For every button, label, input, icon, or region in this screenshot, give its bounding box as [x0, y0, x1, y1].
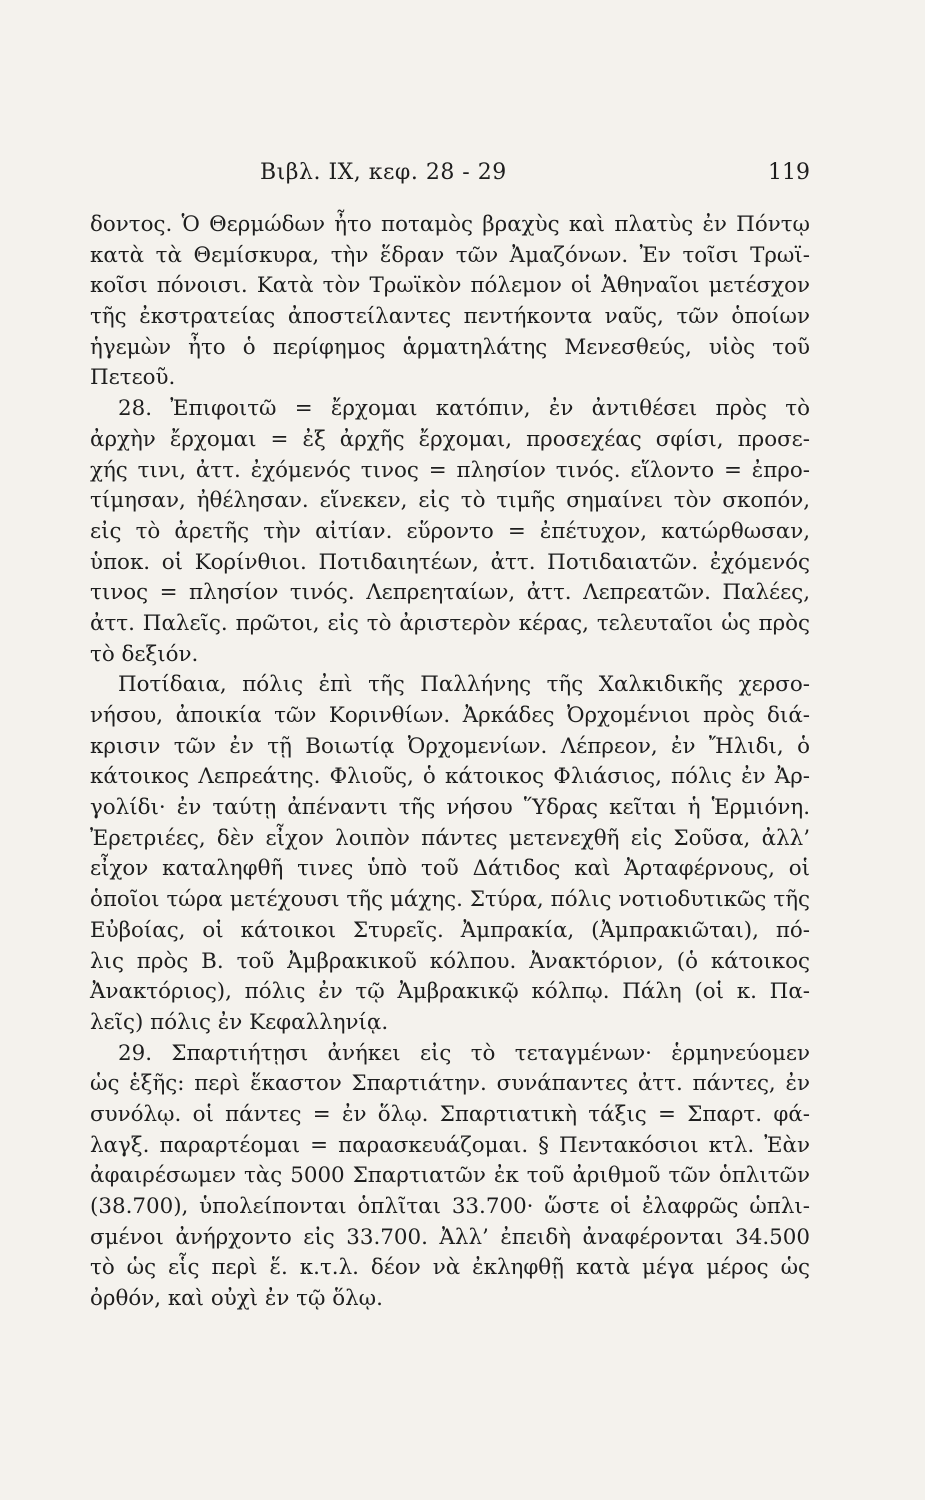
text-line: λις πρὸς Β. τοῦ Ἀμβρακικοῦ κόλπου. Ἀνακτόριον, (ὁ κάτοικος — [90, 948, 810, 974]
text-line: γολίδι· ἐν ταύτῃ ἀπέναντι τῆς νήσου Ὕδρας κεῖται ἡ Ἑρμιόνη. — [90, 795, 810, 821]
text-line: Ἐρετριέες, δὲν εἶχον λοιπὸν πάντες μετενεχθῆ εἰς Σοῦσα, ἀλλ’ — [90, 825, 810, 851]
text-line: Ἀνακτόριος), πόλις ἐν τῷ Ἀμβρακικῷ κόλπῳ. Πάλη (οἱ κ. Πα- — [90, 979, 810, 1005]
text-line: Εὐβοίας, οἱ κάτοικοι Στυρεῖς. Ἀμπρακία, (Ἀμπρακιῶται), πό- — [90, 917, 810, 943]
text-line: τῆς ἐκστρατείας ἀποστείλαντες πεντήκοντα ναῦς, τῶν ὁποίων — [90, 304, 810, 330]
text-line: ὡς ἑξῆς: περὶ ἕκαστον Σπαρτιάτην. συνάπαντες ἀττ. πάντες, ἐν — [90, 1071, 810, 1097]
text-line: 28. Ἐπιφοιτῶ = ἔρχομαι κατόπιν, ἐν ἀντιθέσει πρὸς τὸ — [118, 396, 810, 422]
text-line: τίμησαν, ἠθέλησαν. εἵνεκεν, εἰς τὸ τιμῆς σημαίνει τὸν σκοπόν, — [90, 488, 810, 514]
text-line: κάτοικος Λεπρεάτης. Φλιοῦς, ὁ κάτοικος Φλιάσιος, πόλις ἐν Ἀρ- — [90, 764, 810, 790]
text-line: τινος = πλησίον τινός. Λεπρεηταίων, ἀττ. Λεπρεατῶν. Παλέες, — [90, 580, 810, 606]
text-line: τὸ ὡς εἷς περὶ ἕ. κ.τ.λ. δέον νὰ ἐκληφθῇ κατὰ μέγα μέρος ὡς — [90, 1255, 810, 1281]
text-line: χής τινι, ἀττ. ἐχόμενός τινος = πλησίον τινός. εἵλοντο = ἐπρο- — [90, 457, 810, 483]
commentary-text — [90, 210, 810, 1315]
text-line: λεῖς) πόλις ἐν Κεφαλληνίᾳ. — [90, 1009, 389, 1035]
text-line: Πετεοῦ. — [90, 365, 176, 391]
text-line: ἀφαιρέσωμεν τὰς 5000 Σπαρτιατῶν ἐκ τοῦ ἀριθμοῦ τῶν ὁπλιτῶν — [90, 1163, 810, 1189]
text-line: δοντος. Ὁ Θερμώδων ἦτο ποταμὸς βραχὺς καὶ πλατὺς ἐν Πόντῳ — [90, 212, 810, 237]
text-line: (38.700), ὑπολείπονται ὁπλῖται 33.700· ὥστε οἱ ἐλαφρῶς ὡπλι- — [90, 1194, 810, 1219]
text-line: ὁποῖοι τώρα μετέχουσι τῆς μάχης. Στύρα, πόλις νοτιοδυτικῶς τῆς — [90, 887, 810, 913]
text-line: Ποτίδαια, πόλις ἐπὶ τῆς Παλλήνης τῆς Χαλκιδικῆς χερσο- — [118, 672, 810, 698]
text-line: τὸ δεξιόν. — [90, 641, 199, 667]
page-number: 119 — [768, 160, 810, 185]
page-header — [90, 160, 810, 194]
text-line: λαγξ. παραρτέομαι = παρασκευάζομαι. § Πεντακόσιοι κτλ. Ἐὰν — [90, 1132, 810, 1158]
text-line: ἀττ. Παλεῖς. πρῶτοι, εἰς τὸ ἀριστερὸν κέρας, τελευταῖοι ὡς πρὸς — [90, 610, 810, 636]
text-line: ὑποκ. οἱ Κορίνθιοι. Ποτιδαιητέων, ἀττ. Ποτιδαιατῶν. ἐχόμενός — [90, 549, 810, 575]
text-line: νήσου, ἀποικία τῶν Κορινθίων. Ἀρκάδες Ὀρχομένιοι πρὸς διά- — [90, 703, 810, 728]
text-line: ἀρχὴν ἔρχομαι = ἐξ ἀρχῆς ἔρχομαι, προσεχέας σφίσι, προσε- — [90, 426, 810, 452]
text-line: συνόλῳ. οἱ πάντες = ἐν ὅλῳ. Σπαρτιατικὴ τάξις = Σπαρτ. φά- — [90, 1101, 810, 1127]
text-line: ὀρθόν, καὶ οὐχὶ ἐν τῷ ὅλῳ. — [90, 1286, 383, 1312]
text-line: εἰς τὸ ἀρετῆς τὴν αἰτίαν. εὕροντο = ἐπέτυχον, κατώρθωσαν, — [90, 518, 810, 544]
text-line: κατὰ τὰ Θεμίσκυρα, τὴν ἕδραν τῶν Ἀμαζόνων. Ἐν τοῖσι Τρωϊ- — [90, 242, 810, 268]
text-line: κρισιν τῶν ἐν τῇ Βοιωτίᾳ Ὀρχομενίων. Λέπρεον, ἐν Ἤλιδι, ὁ — [90, 733, 810, 759]
running-head: Βιβλ. IX, κεφ. 28 - 29 — [260, 160, 507, 185]
text-line: 29. Σπαρτιήτῃσι ἀνήκει εἰς τὸ τεταγμένων· ἑρμηνεύομεν — [118, 1040, 810, 1066]
text-line: κοῖσι πόνοισι. Κατὰ τὸν Τρωϊκὸν πόλεμον οἱ Ἀθηναῖοι μετέσχον — [90, 273, 810, 299]
text-line: ἡγεμὼν ἦτο ὁ περίφημος ἁρματηλάτης Μενεσθεύς, υἱὸς τοῦ — [90, 334, 810, 360]
text-line: σμένοι ἀνήρχοντο εἰς 33.700. Ἀλλ’ ἐπειδὴ ἀναφέρονται 34.500 — [90, 1224, 810, 1250]
text-line: εἶχον καταληφθῆ τινες ὑπὸ τοῦ Δάτιδος καὶ Ἀρταφέρνους, οἱ — [90, 856, 810, 882]
